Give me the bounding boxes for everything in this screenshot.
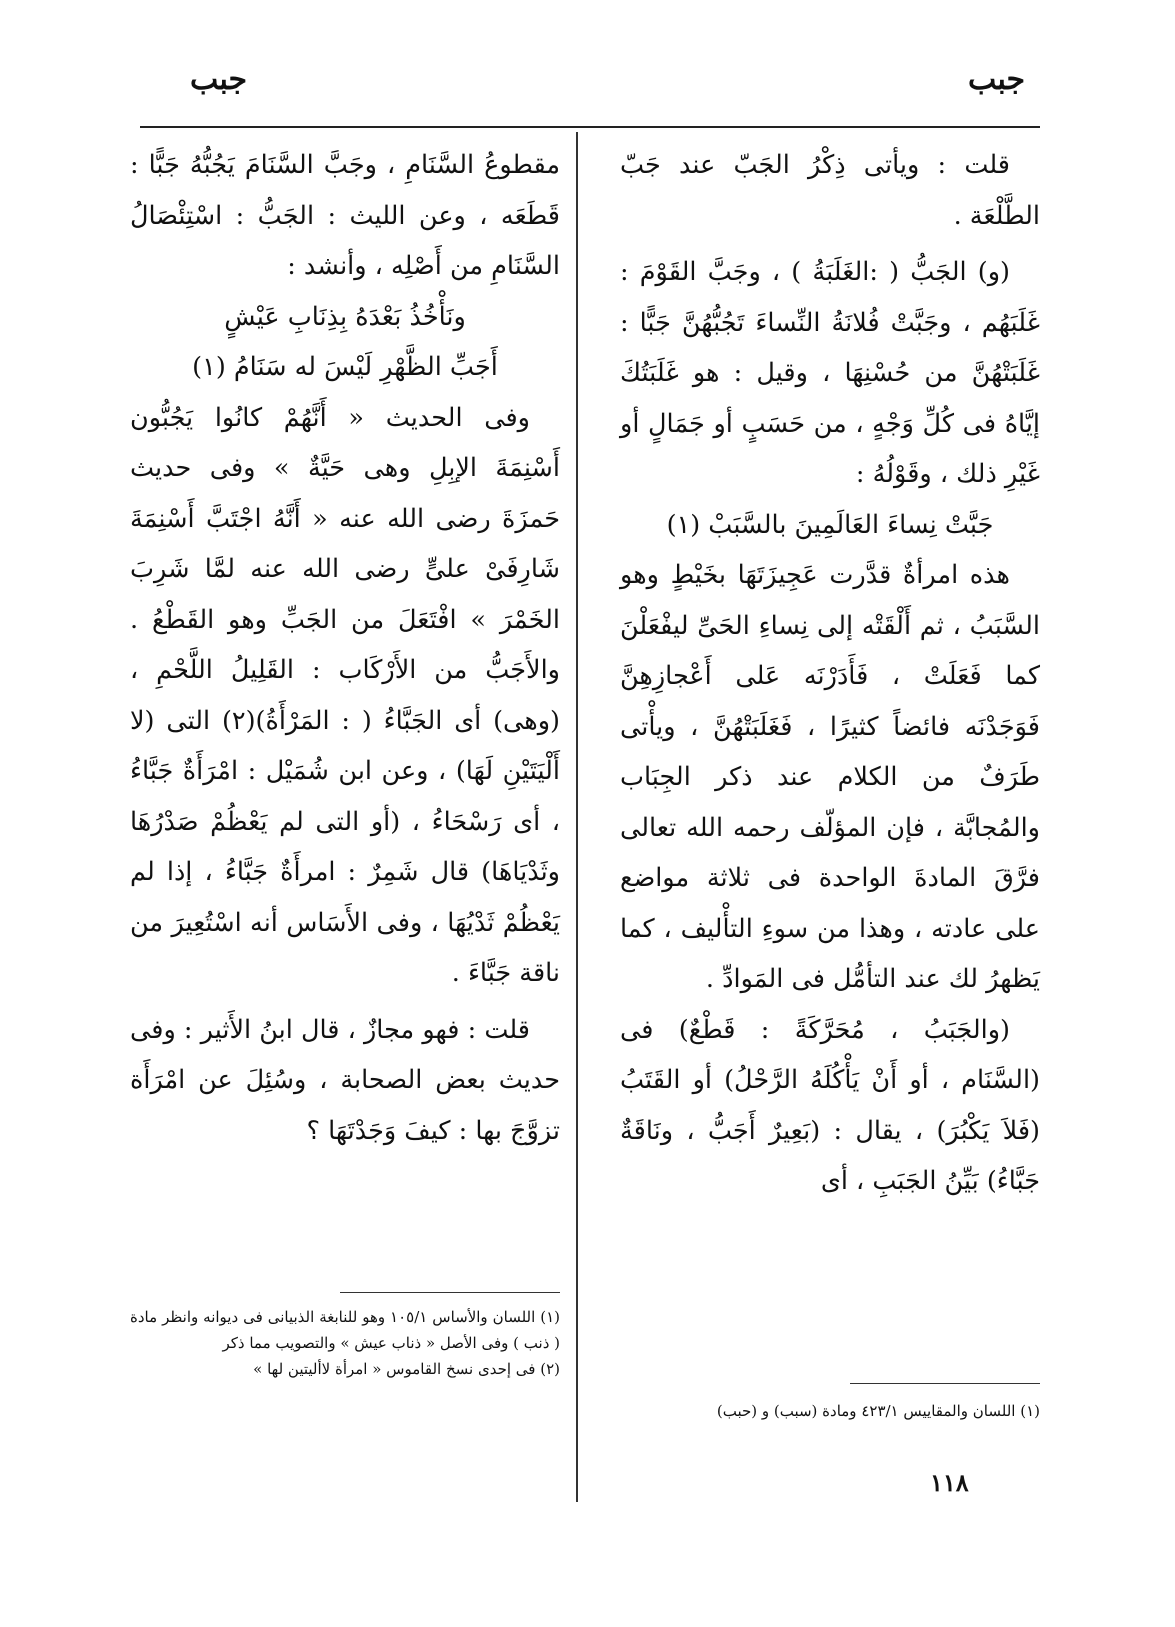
footnotes-right (620, 1398, 1040, 1424)
footnote-left-1: (١) اللسان والأساس ١٠٥/١ وهو للنابغة الذبيانى فى ديوانه وانظر مادة ( ذنب ) وفى الأصل « ذناب عيش » والتصويب مما ذكر (130, 1308, 560, 1352)
footnote-rule-right (850, 1383, 1040, 1384)
footnote-right-1: (١) اللسان والمقاييس ٤٢٣/١ ومادة (سبب) و (حبب) (716, 1402, 1040, 1420)
right-verse: جَبَّتْ نِساءَ العَالَمِينَ بالسَّبَبْ (١) (666, 509, 994, 540)
right-paragraph-2: (و) الجَبُّ ( :الغَلَبَةُ ) ، وجَبَّ القَوْمَ : غَلَبَهُم ، وجَبَّتْ فُلانَةُ النِّساءَ تَجُبُّهُنَّ جَبًّا : غَلَبَتْهُنَّ من حُسْنِهَا ، وقيل : هو غَلَبَتُكَ إيَّاهُ فى كُلِّ وَجْهٍ ، من حَسَبٍ أو جَمَالٍ أو غَيْرِ ذلك ، وقَوْلُهُ : (620, 257, 1040, 489)
right-column (620, 140, 1040, 1207)
right-paragraph-3: هذه امرأةٌ قدَّرت عَجِيزَتَهَا بخَيْطٍ وهو السَّبَبُ ، ثم أَلْقَتْه إلى نِساءِ الحَىِّ ليفْعَلْنَ كما فَعَلَتْ ، فَأَدَرْنَه عَلى أَعْجازِهِنَّ فَوَجَدْنَه فائضاً كثيرًا ، فَغَلَبَتْهُنَّ ، ويأْتى طَرَفٌ من الكلام عند ذكر الجِبَاب والمُجابَّة ، فإن المؤلّف رحمه الله تعالى فرَّقَ المادةَ الواحدة فى ثلاثة مواضع على عادته ، وهذا من سوءِ التأْليف ، كما يَظهرُ لك عند التأمُّل فى المَوادِّ . (620, 560, 1040, 994)
right-paragraph-4: (والجَبَبُ ، مُحَرَّكَةً : قَطْعٌ) فى (السَّنَام ، أو أَنْ يَأْكُلَهُ الرَّحْلُ) أو القَتَبُ (فَلاَ يَكْبُرَ) ، يقال : (بَعِيرٌ أَجَبُّ ، ونَاقَةٌ جَبَّاءُ) بَيِّنُ الجَبَبِ ، أى (620, 1014, 1040, 1196)
header-entry-word-left: جبب (190, 62, 248, 97)
column-divider (576, 132, 578, 1502)
left-paragraph-1: مقطوعُ السَّنَامِ ، وجَبَّ السَّنَامَ يَجُبُّهُ جَبًّا : قَطَعَه ، وعن الليث : الجَبُّ : اسْتِئْصَالُ السَّنَامِ من أَصْلِه ، وأنشد : (130, 150, 560, 281)
left-paragraph-2: وفى الحديث « أَنَّهُمْ كانُوا يَجُبُّون أَسْنِمَةَ الإبِلِ وهى حَيَّةٌ » وفى حديث حَمزَةَ رضى الله عنه « أَنَّهُ اجْتَبَّ أَسْنِمَةَ شَارِفَىْ علىٍّ رضى الله عنه لمَّا شَرِبَ الخَمْرَ » افْتَعَلَ من الجَبِّ وهو القَطْعُ . والأَجَبُّ من الأَرْكَاب : القَلِيلُ اللَّحْمِ ، (وهى) أى الجَبَّاءُ ( : المَرْأَةُ)(٢) التى (لا أَلْيَتَيْنِ لَهَا) ، وعن ابن شُمَيْل : امْرَأَةٌ جَبَّاءُ ، أى رَسْحَاءُ ، (أو التى لم يَعْظُمْ صَدْرُهَا وثَدْيَاهَا) قال شَمِرٌ : امرأَةٌ جَبَّاءُ ، إذا لم يَعْظُمْ ثَدْيُهَا ، وفى الأَسَاس أنه اسْتُعِيرَ من ناقة جَبَّاءَ . (130, 402, 560, 988)
header-rule (140, 126, 1040, 128)
footnote-left-2: (٢) فى إحدى نسخ القاموس « امرأة لاأليتين لها » (253, 1360, 560, 1378)
left-verse-2: أَجَبِّ الظَّهْرِ لَيْسَ له سَنَامُ (١) (192, 352, 498, 382)
right-paragraph-1: قلت : ويأتى ذِكْرُ الجَبّ عند جَبّ الطَّلْعَة . (620, 150, 1040, 231)
footnotes-left (130, 1304, 560, 1382)
page-number: ١١٨ (930, 1468, 969, 1497)
left-paragraph-3: قلت : فهو مجازٌ ، قال ابنُ الأَثير : وفى حديث بعض الصحابة ، وسُئِلَ عن امْرَأَة تزوَّجَ بها : كيفَ وَجَدْتَهَا ؟ (130, 1014, 560, 1146)
left-verse-1: ونَأْخُذُ بَعْدَهُ بِذِنَابِ عَيْشٍ (224, 301, 466, 332)
header-entry-word-right: جبب (968, 62, 1026, 97)
footnote-rule-left (340, 1292, 560, 1293)
left-column (130, 140, 560, 1156)
